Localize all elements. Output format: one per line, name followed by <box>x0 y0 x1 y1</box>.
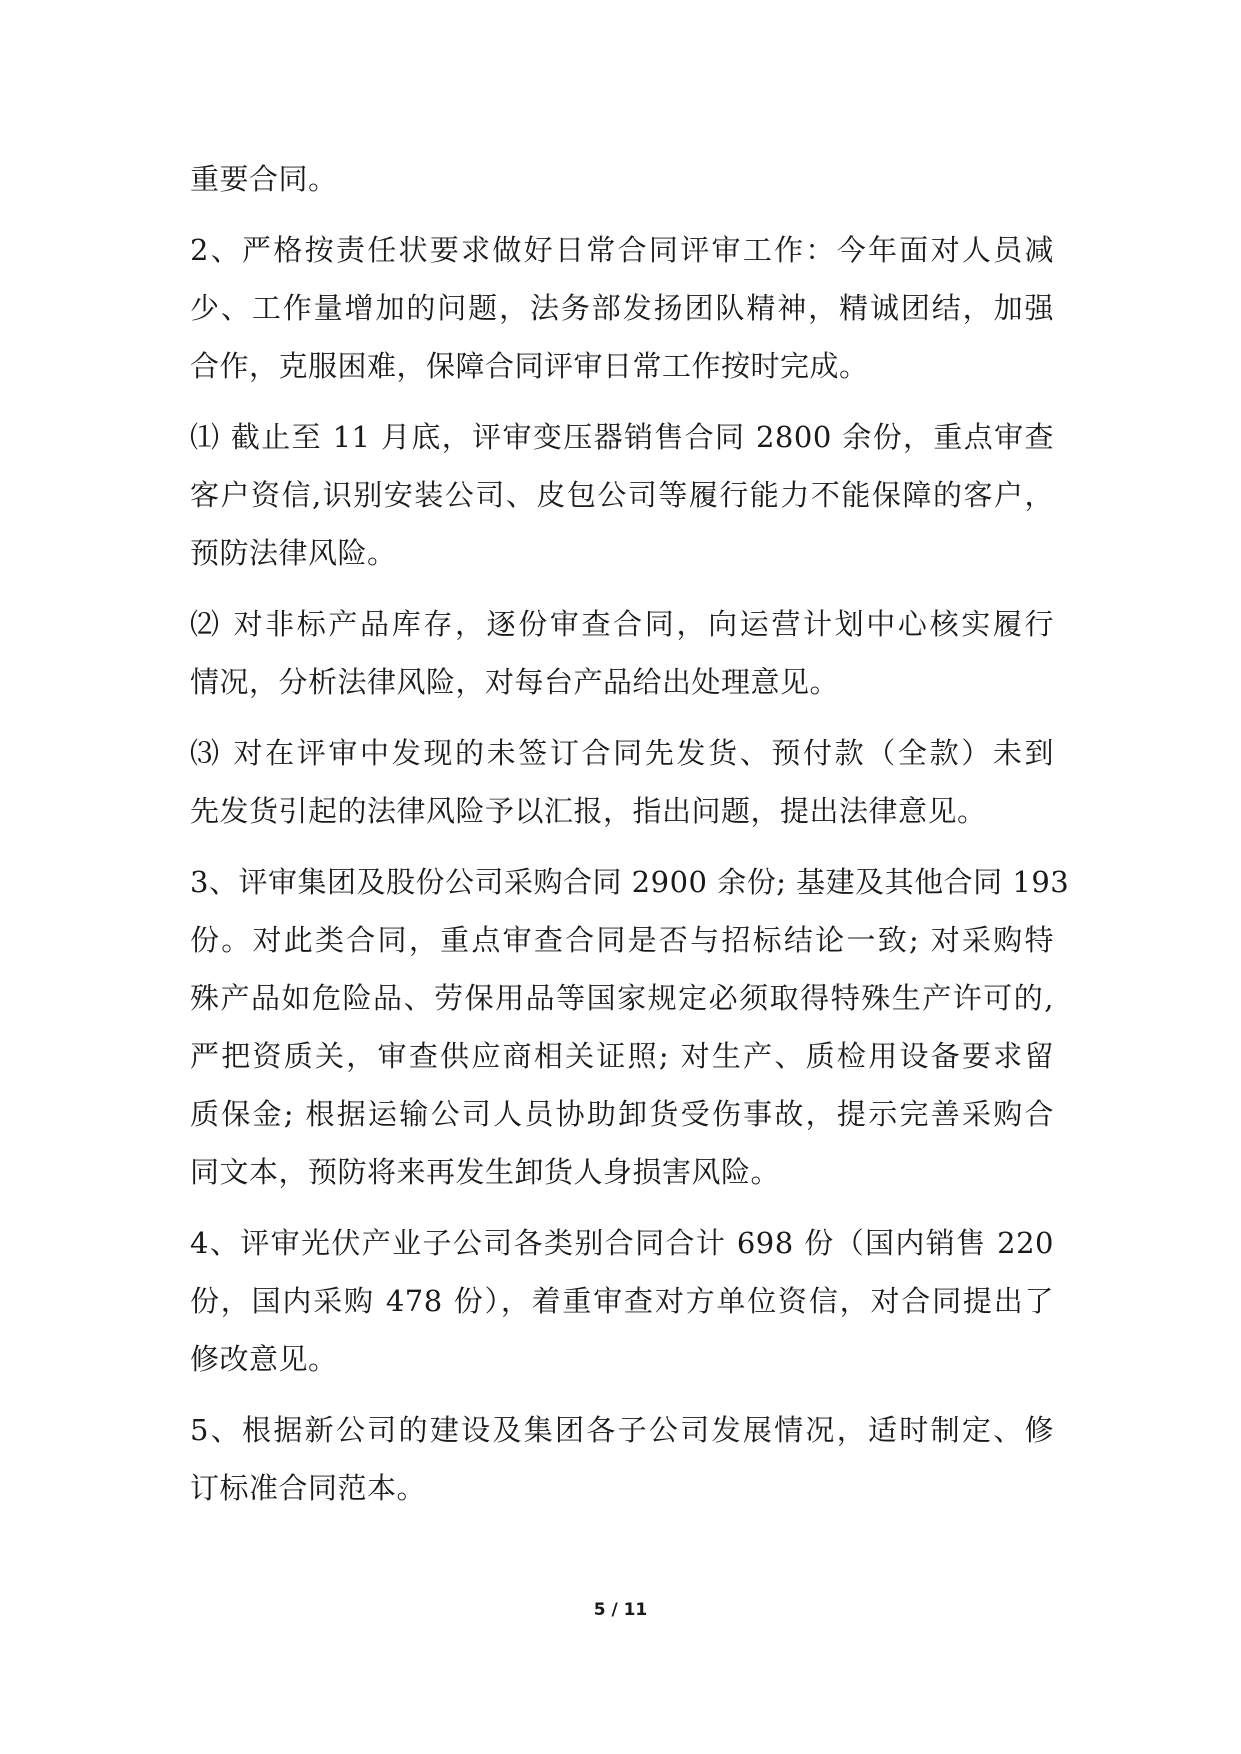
text-line: 少、工作量增加的问题，法务部发扬团队精神，精诚团结，加强 <box>190 291 1054 325</box>
text-line: 合作，克服困难，保障合同评审日常工作按时完成。 <box>190 349 869 383</box>
text-line: ⑴ 截止至 11 月底，评审变压器销售合同 2800 余份，重点审查 <box>190 420 1054 454</box>
paragraph <box>190 408 1054 582</box>
text-line: 订标准合同范本。 <box>190 1471 427 1505</box>
paragraph <box>190 724 1054 840</box>
text-line: 情况，分析法律风险，对每台产品给出处理意见。 <box>190 665 840 699</box>
text-line: 4、评审光伏产业子公司各类别合同合计 698 份（国内销售 220 <box>190 1226 1054 1260</box>
document-body <box>190 150 1070 1530</box>
text-line: 2、严格按责任状要求做好日常合同评审工作：今年面对人员减 <box>190 233 1054 267</box>
text-line: 殊产品如危险品、劳保用品等国家规定必须取得特殊生产许可的, <box>190 981 1054 1015</box>
text-line: 先发货引起的法律风险予以汇报，指出问题，提出法律意见。 <box>190 794 987 828</box>
page-number: 5 / 11 <box>593 1600 648 1620</box>
text-line: 份，国内采购 478 份），着重审查对方单位资信，对合同提出了 <box>190 1284 1054 1318</box>
paragraph <box>190 1214 1054 1388</box>
text-line: 重要合同。 <box>190 162 338 196</box>
text-line: ⑵ 对非标产品库存，逐份审查合同，向运营计划中心核实履行 <box>190 607 1054 641</box>
paragraph <box>190 595 1054 711</box>
text-line: 3、评审集团及股份公司采购合同 2900 余份; 基建及其他合同 193 <box>190 865 1070 899</box>
text-line: ⑶ 对在评审中发现的未签订合同先发货、预付款（全款）未到 <box>190 736 1054 770</box>
text-line: 严把资质关，审查供应商相关证照; 对生产、质检用设备要求留 <box>190 1039 1054 1073</box>
paragraph <box>190 1401 1054 1517</box>
text-line: 同文本，预防将来再发生卸货人身损害风险。 <box>190 1155 781 1189</box>
paragraph <box>190 150 1054 208</box>
text-line: 预防法律风险。 <box>190 536 397 570</box>
paragraph <box>190 853 1070 1201</box>
text-line: 5、根据新公司的建设及集团各子公司发展情况，适时制定、修 <box>190 1413 1054 1447</box>
text-line: 质保金; 根据运输公司人员协助卸货受伤事故，提示完善采购合 <box>190 1097 1054 1131</box>
text-line: 修改意见。 <box>190 1342 338 1376</box>
paragraph <box>190 221 1054 395</box>
text-line: 客户资信,识别安装公司、皮包公司等履行能力不能保障的客户， <box>190 478 1054 512</box>
text-line: 份。对此类合同，重点审查合同是否与招标结论一致; 对采购特 <box>190 923 1054 957</box>
